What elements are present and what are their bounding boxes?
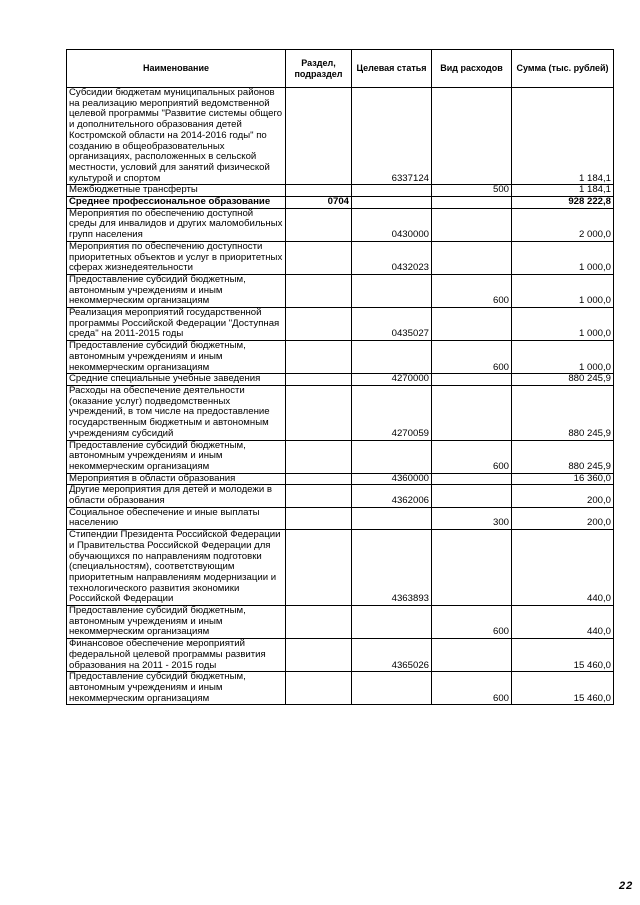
cell-section xyxy=(286,473,352,485)
cell-name: Финансовое обеспечение мероприятий федеральной целевой программы развития образования на 2011 - 2015 годы xyxy=(67,639,286,672)
cell-amount: 880 245,9 xyxy=(512,374,614,386)
cell-kind xyxy=(432,374,512,386)
cell-name: Социальное обеспечение и иные выплаты населению xyxy=(67,507,286,529)
cell-kind: 500 xyxy=(432,185,512,197)
cell-section xyxy=(286,88,352,185)
cell-section xyxy=(286,507,352,529)
cell-amount: 1 000,0 xyxy=(512,308,614,341)
cell-section xyxy=(286,274,352,307)
cell-name: Мероприятия по обеспечению доступной среды для инвалидов и других маломобильных групп населения xyxy=(67,208,286,241)
table-row xyxy=(67,208,614,241)
cell-amount: 1 000,0 xyxy=(512,341,614,374)
cell-section xyxy=(286,672,352,705)
table-row xyxy=(67,88,614,185)
cell-section xyxy=(286,440,352,473)
cell-section xyxy=(286,639,352,672)
cell-section xyxy=(286,185,352,197)
header-kind: Вид расходов xyxy=(432,50,512,88)
cell-article: 0432023 xyxy=(352,241,432,274)
cell-name: Стипендии Президента Российской Федерации и Правительства Российской Федерации для обучающихся по направлениям подготовки (специальностям), соответствующим приоритетным направлениям модернизации и технологического развития экономики Российской Федерации xyxy=(67,530,286,606)
cell-amount: 1 184,1 xyxy=(512,88,614,185)
table-row xyxy=(67,185,614,197)
table-row xyxy=(67,639,614,672)
cell-name: Субсидии бюджетам муниципальных районов на реализацию мероприятий ведомственной целевой программы "Развитие системы общего и дополнительного образования детей Костромской области на 2014-2016 годы" по созданию в общеобразовательных организациях, расположенных в сельской местности, условий для занятий физической культурой и спортом xyxy=(67,88,286,185)
cell-article: 0430000 xyxy=(352,208,432,241)
cell-name: Среднее профессиональное образование xyxy=(67,197,286,209)
table-row xyxy=(67,308,614,341)
header-name: Наименование xyxy=(67,50,286,88)
table-row xyxy=(67,485,614,507)
table-row xyxy=(67,507,614,529)
cell-article xyxy=(352,274,432,307)
cell-amount: 15 460,0 xyxy=(512,639,614,672)
cell-name: Реализация мероприятий государственной программы Российской Федерации "Доступная среда" на 2011-2015 годы xyxy=(67,308,286,341)
cell-section xyxy=(286,241,352,274)
table-body xyxy=(67,88,614,705)
cell-kind xyxy=(432,241,512,274)
cell-section xyxy=(286,208,352,241)
cell-amount: 880 245,9 xyxy=(512,440,614,473)
cell-section xyxy=(286,374,352,386)
cell-amount: 1 000,0 xyxy=(512,241,614,274)
cell-article: 4360000 xyxy=(352,473,432,485)
cell-article: 4270059 xyxy=(352,385,432,440)
cell-name: Мероприятия по обеспечению доступности приоритетных объектов и услуг в приоритетных сферах жизнедеятельности xyxy=(67,241,286,274)
cell-kind: 600 xyxy=(432,440,512,473)
cell-article xyxy=(352,507,432,529)
cell-kind xyxy=(432,88,512,185)
table-row xyxy=(67,197,614,209)
table-row xyxy=(67,473,614,485)
cell-article: 6337124 xyxy=(352,88,432,185)
cell-kind: 600 xyxy=(432,341,512,374)
cell-kind xyxy=(432,530,512,606)
cell-name: Предоставление субсидий бюджетным, автономным учреждениям и иным некоммерческим организациям xyxy=(67,440,286,473)
cell-kind xyxy=(432,385,512,440)
table-header-row xyxy=(67,50,614,88)
cell-kind: 600 xyxy=(432,672,512,705)
cell-amount: 1 000,0 xyxy=(512,274,614,307)
cell-name: Предоставление субсидий бюджетным, автономным учреждениям и иным некоммерческим организациям xyxy=(67,274,286,307)
cell-name: Предоставление субсидий бюджетным, автономным учреждениям и иным некоммерческим организациям xyxy=(67,672,286,705)
cell-article: 4365026 xyxy=(352,639,432,672)
cell-amount: 440,0 xyxy=(512,530,614,606)
header-amount: Сумма (тыс. рублей) xyxy=(512,50,614,88)
cell-name: Другие мероприятия для детей и молодежи в области образования xyxy=(67,485,286,507)
cell-name: Предоставление субсидий бюджетным, автономным учреждениям и иным некоммерческим организациям xyxy=(67,606,286,639)
cell-amount: 440,0 xyxy=(512,606,614,639)
cell-article xyxy=(352,341,432,374)
cell-amount: 15 460,0 xyxy=(512,672,614,705)
cell-article xyxy=(352,185,432,197)
cell-kind xyxy=(432,473,512,485)
cell-name: Средние специальные учебные заведения xyxy=(67,374,286,386)
cell-amount: 880 245,9 xyxy=(512,385,614,440)
table-row xyxy=(67,606,614,639)
cell-name: Предоставление субсидий бюджетным, автономным учреждениям и иным некоммерческим организациям xyxy=(67,341,286,374)
cell-kind xyxy=(432,197,512,209)
cell-section xyxy=(286,341,352,374)
header-article: Целевая статья xyxy=(352,50,432,88)
cell-kind xyxy=(432,308,512,341)
cell-section xyxy=(286,385,352,440)
page-number: 22 xyxy=(619,880,634,892)
cell-article xyxy=(352,606,432,639)
cell-section xyxy=(286,485,352,507)
cell-section xyxy=(286,606,352,639)
table-row xyxy=(67,530,614,606)
cell-amount: 16 360,0 xyxy=(512,473,614,485)
cell-section xyxy=(286,308,352,341)
cell-name: Межбюджетные трансферты xyxy=(67,185,286,197)
table-row xyxy=(67,241,614,274)
cell-section: 0704 xyxy=(286,197,352,209)
table-row xyxy=(67,341,614,374)
cell-article: 4363893 xyxy=(352,530,432,606)
table-row xyxy=(67,274,614,307)
cell-kind xyxy=(432,485,512,507)
cell-kind xyxy=(432,639,512,672)
table-row xyxy=(67,374,614,386)
cell-article: 4362006 xyxy=(352,485,432,507)
cell-amount: 200,0 xyxy=(512,485,614,507)
cell-kind: 600 xyxy=(432,274,512,307)
cell-article xyxy=(352,672,432,705)
budget-table xyxy=(66,49,614,705)
table-row xyxy=(67,385,614,440)
table-row xyxy=(67,672,614,705)
cell-kind: 600 xyxy=(432,606,512,639)
cell-article xyxy=(352,440,432,473)
cell-article: 4270000 xyxy=(352,374,432,386)
header-section: Раздел, подраздел xyxy=(286,50,352,88)
cell-article xyxy=(352,197,432,209)
cell-amount: 1 184,1 xyxy=(512,185,614,197)
cell-article: 0435027 xyxy=(352,308,432,341)
cell-amount: 2 000,0 xyxy=(512,208,614,241)
cell-name: Расходы на обеспечение деятельности (оказание услуг) подведомственных учреждений, в том числе на предоставление государственным бюджетным и автономным учреждениям субсидий xyxy=(67,385,286,440)
cell-name: Мероприятия в области образования xyxy=(67,473,286,485)
table-row xyxy=(67,440,614,473)
cell-kind: 300 xyxy=(432,507,512,529)
cell-amount: 200,0 xyxy=(512,507,614,529)
cell-section xyxy=(286,530,352,606)
cell-kind xyxy=(432,208,512,241)
cell-amount: 928 222,8 xyxy=(512,197,614,209)
